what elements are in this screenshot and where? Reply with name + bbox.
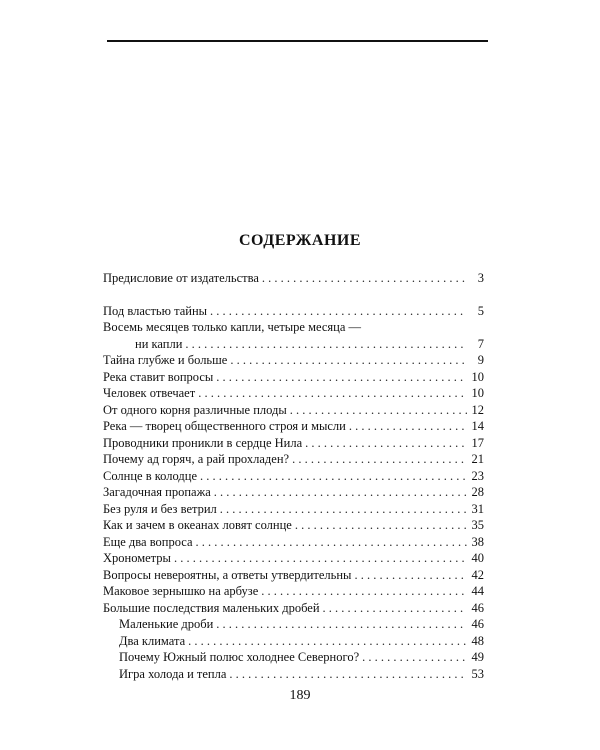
- toc-entry: [103, 435, 484, 452]
- toc-entry-page: 12: [471, 402, 484, 417]
- dot-leader: [261, 583, 467, 600]
- toc-entry-page: 49: [471, 650, 484, 664]
- toc-entry-title: Почему ад горяч, а рай прохладен?: [103, 452, 290, 466]
- toc-entry: [103, 468, 484, 485]
- toc-entry: [103, 352, 484, 369]
- toc-entry: [103, 319, 484, 336]
- toc-entry-title: Проводники проникли в сердце Нила: [103, 435, 303, 450]
- toc-entry: [103, 583, 484, 600]
- top-rule: [107, 40, 488, 42]
- toc-entry: [103, 567, 484, 584]
- dot-leader: [290, 402, 467, 419]
- dot-leader: [229, 666, 467, 683]
- toc-entry-page: 40: [471, 551, 484, 565]
- dot-leader: [174, 550, 467, 567]
- toc-entry: [103, 418, 484, 435]
- toc-entry-page: 31: [471, 501, 484, 516]
- dot-leader: [210, 303, 467, 320]
- dot-leader: [349, 418, 467, 435]
- dot-leader: [305, 435, 467, 452]
- toc-entry-title: Загадочная пропажа: [103, 485, 211, 499]
- toc-entry-title: Игра холода и тепла: [119, 666, 227, 681]
- toc-subentry: [103, 666, 484, 683]
- dot-leader: [220, 501, 467, 518]
- toc-entry-page: 10: [471, 369, 484, 384]
- dot-leader: [216, 616, 467, 633]
- toc-entry-page: 3: [477, 271, 484, 285]
- dot-leader: [188, 633, 467, 650]
- toc-entry-title: Река ставит вопросы: [103, 369, 214, 384]
- dot-leader: [295, 517, 467, 534]
- toc-entry-page: 14: [471, 419, 484, 433]
- page-number: 189: [289, 688, 311, 703]
- toc-entry-title: Восемь месяцев только капли, четыре месяца —: [103, 320, 362, 334]
- dot-leader: [230, 352, 467, 369]
- toc-entry: [103, 484, 484, 501]
- dot-leader: [200, 468, 467, 485]
- toc-entry-page: 9: [477, 353, 484, 367]
- dot-leader: [214, 484, 467, 501]
- toc-entry-page: 5: [477, 303, 484, 318]
- table-of-contents: [103, 270, 484, 682]
- toc-entry-page: 48: [471, 633, 484, 648]
- toc-entry-page: 46: [471, 600, 484, 615]
- toc-entry-page: 28: [471, 485, 484, 499]
- toc-entry-title: Большие последствия маленьких дробей: [103, 600, 320, 615]
- dot-leader: [262, 270, 467, 287]
- toc-entry: [103, 451, 484, 468]
- toc-entry-page: 38: [471, 534, 484, 549]
- toc-entry-page: 23: [471, 468, 484, 483]
- toc-entry-title: Хронометры: [103, 551, 171, 565]
- toc-entry-title: Солнце в колодце: [103, 468, 197, 483]
- toc-entry-title: Тайна глубже и больше: [103, 353, 228, 367]
- toc-entry-title: Без руля и без ветрил: [103, 501, 217, 516]
- toc-entry: [103, 402, 484, 419]
- toc-entry-title: Два климата: [119, 633, 186, 648]
- toc-entry-title: Еще два вопроса: [103, 534, 193, 549]
- dot-leader: [185, 336, 467, 353]
- dot-leader: [196, 534, 467, 551]
- toc-entry: [103, 270, 484, 287]
- toc-entry-page: 46: [471, 617, 484, 631]
- dot-leader: [362, 649, 467, 666]
- toc-entry-title: Как и зачем в океанах ловят солнце: [103, 518, 292, 532]
- toc-entry-page: 35: [471, 518, 484, 532]
- toc-subentry: [103, 616, 484, 633]
- toc-entry: [103, 501, 484, 518]
- contents-heading: СОДЕРЖАНИЕ: [238, 232, 362, 249]
- toc-entry-title: Река — творец общественного строя и мысли: [103, 419, 346, 433]
- dot-leader: [354, 567, 467, 584]
- toc-entry-continuation: [103, 336, 484, 353]
- dot-leader: [198, 385, 467, 402]
- dot-leader: [323, 600, 467, 617]
- toc-entry-title: ни капли: [135, 336, 183, 351]
- toc-entry: [103, 550, 484, 567]
- toc-entry-title: От одного корня различные плоды: [103, 402, 287, 417]
- toc-entry-page: 21: [471, 452, 484, 466]
- toc-entry: [103, 600, 484, 617]
- toc-subentry: [103, 633, 484, 650]
- toc-entry: [103, 517, 484, 534]
- toc-entry-page: 7: [477, 336, 484, 351]
- toc-entry-page: 10: [471, 386, 484, 400]
- toc-entry: [103, 385, 484, 402]
- dot-leader: [292, 451, 467, 468]
- toc-entry-title: Под властью тайны: [103, 303, 208, 318]
- toc-entry-page: 42: [471, 567, 484, 582]
- dot-leader: [216, 369, 467, 386]
- toc-entry: [103, 303, 484, 320]
- toc-entry-title: Вопросы невероятны, а ответы утвердительны: [103, 567, 352, 582]
- toc-entry-title: Маковое зернышко на арбузе: [103, 584, 259, 598]
- toc-entry-title: Предисловие от издательства: [103, 271, 259, 285]
- toc-entry: [103, 369, 484, 386]
- toc-entry-title: Человек отвечает: [103, 386, 196, 400]
- toc-entry: [103, 534, 484, 551]
- toc-entry-page: 17: [471, 435, 484, 450]
- toc-subentry: [103, 649, 484, 666]
- toc-entry-page: 44: [471, 584, 484, 598]
- toc-entry-page: 53: [471, 666, 484, 681]
- toc-entry-title: Почему Южный полюс холоднее Северного?: [119, 650, 360, 664]
- toc-entry-title: Маленькие дроби: [119, 617, 214, 631]
